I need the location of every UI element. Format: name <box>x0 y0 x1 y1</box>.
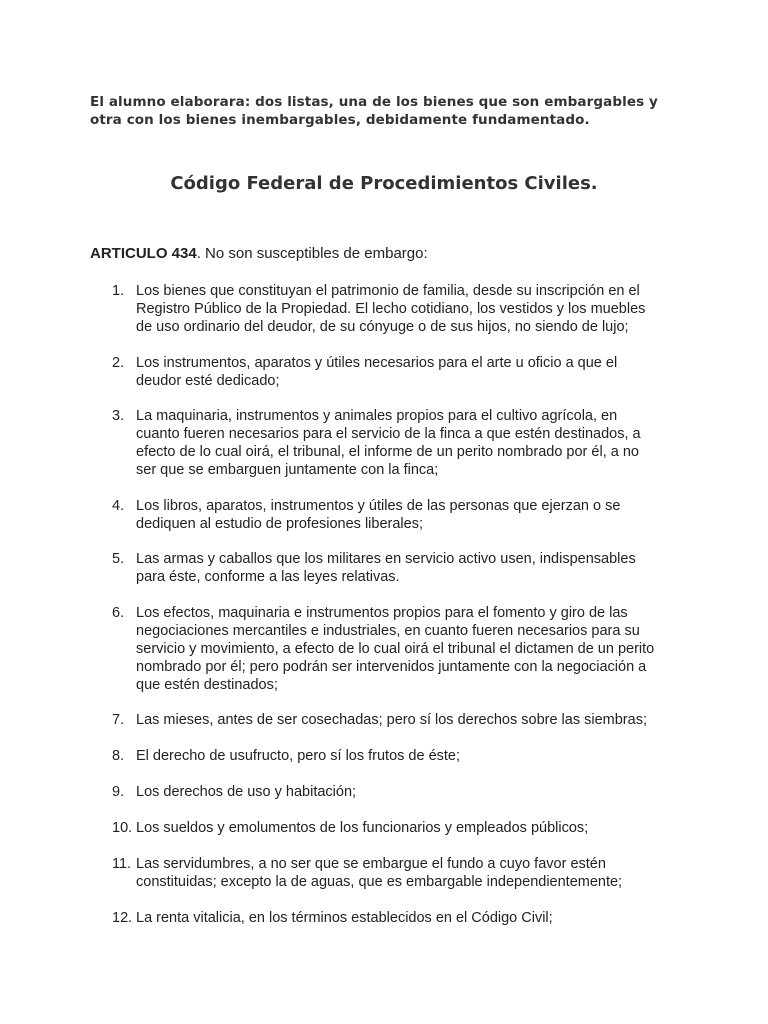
list-item <box>112 909 692 927</box>
list-item-text <box>136 909 692 927</box>
list-item-number: 8. <box>112 748 125 764</box>
list-item-line: constituidas; excepto la de aguas, que es embargable independientemente; <box>136 874 623 890</box>
list-item <box>112 855 692 891</box>
instructions-line: El alumno elaborara: dos listas, una de los bienes que son embargables y <box>90 94 658 110</box>
list-item-line: de uso ordinario del deudor, de su cónyuge o de sus hijos, no siendo de lujo; <box>136 319 629 335</box>
list-item-line: Los sueldos y emolumentos de los funcionarios y empleados públicos; <box>136 820 589 836</box>
list-item-text <box>136 747 692 765</box>
list-item-line: Los libros, aparatos, instrumentos y útiles de las personas que ejerzan o se <box>136 498 621 514</box>
list-item-text <box>136 711 692 729</box>
list-item <box>112 497 692 533</box>
list-item-line: para éste, conforme a las leyes relativas. <box>136 569 400 585</box>
list-item-line: Registro Público de la Propiedad. El lecho cotidiano, los vestidos y los muebles <box>136 301 646 317</box>
list-item-line: Los instrumentos, aparatos y útiles necesarios para el arte u oficio a que el <box>136 355 618 371</box>
list-item-number: 6. <box>112 605 125 621</box>
list-item-line: servicio y movimiento, a efecto de lo cual oirá el tribunal el dictamen de un perito <box>136 641 655 657</box>
list-item-line: Los efectos, maquinaria e instrumentos propios para el fomento y giro de las <box>136 605 628 621</box>
list-item-line: cuanto fueren necesarios para el servicio de la finca a que estén destinados, a <box>136 426 641 442</box>
list-item-number: 11. <box>112 856 132 872</box>
list-item <box>112 747 692 765</box>
list-item-number: 2. <box>112 355 125 371</box>
list-item-line: Los bienes que constituyan el patrimonio de familia, desde su inscripción en el <box>136 283 640 299</box>
list-item-line: dediquen al estudio de profesiones liberales; <box>136 516 423 532</box>
list-item-text <box>136 407 692 479</box>
list-item-line: La renta vitalicia, en los términos establecidos en el Código Civil; <box>136 910 553 926</box>
list-item <box>112 783 692 801</box>
list-item-line: El derecho de usufructo, pero sí los frutos de éste; <box>136 748 461 764</box>
list-item-text <box>136 783 692 801</box>
list-item-number: 1. <box>112 283 125 299</box>
list-item-line: Las mieses, antes de ser cosechadas; pero sí los derechos sobre las siembras; <box>136 712 647 728</box>
list-item-text <box>136 354 692 390</box>
list-item-text <box>136 497 692 533</box>
article-number: ARTICULO 434 <box>90 245 197 262</box>
list-item-number: 7. <box>112 712 125 728</box>
assignment-instructions <box>90 93 690 129</box>
list-item-number: 10. <box>112 820 133 836</box>
list-item-text <box>136 819 692 837</box>
list-item <box>112 407 692 479</box>
list-item-number: 9. <box>112 784 125 800</box>
list-item <box>112 550 692 586</box>
list-item-line: Las armas y caballos que los militares en servicio activo usen, indispensables <box>136 551 636 567</box>
list-item-text <box>136 282 692 336</box>
list-item <box>112 354 692 390</box>
document-title: Código Federal de Procedimientos Civiles. <box>170 173 598 194</box>
list-item-text <box>136 604 692 694</box>
list-item-number: 3. <box>112 408 125 424</box>
list-item-line: La maquinaria, instrumentos y animales propios para el cultivo agrícola, en <box>136 408 618 424</box>
list-item <box>112 604 692 694</box>
list-item-line: efecto de lo cual oirá, el tribunal, el informe de un perito nombrado por él, a no <box>136 444 639 460</box>
list-item-line: Los derechos de uso y habitación; <box>136 784 357 800</box>
list-item-line: negociaciones mercantiles e industriales, en cuanto fueren necesarios para su <box>136 623 640 639</box>
article-heading <box>90 245 690 263</box>
list-item-line: deudor esté dedicado; <box>136 373 280 389</box>
list-item <box>112 819 692 837</box>
list-item-number: 4. <box>112 498 125 514</box>
list-item-number: 12. <box>112 910 133 926</box>
list-item-text <box>136 855 692 891</box>
list-item-line: que estén destinados; <box>136 677 278 693</box>
list-item-line: nombrado por él; pero podrán ser intervenidos juntamente con la negociación a <box>136 659 647 675</box>
list-item-number: 5. <box>112 551 125 567</box>
article-intro-text: . No son susceptibles de embargo: <box>196 245 428 262</box>
list-item-text <box>136 550 692 586</box>
list-item-line: Las servidumbres, a no ser que se embargue el fundo a cuyo favor estén <box>136 856 606 872</box>
instructions-line: otra con los bienes inembargables, debidamente fundamentado. <box>90 112 590 128</box>
list-item-line: ser que se embarguen juntamente con la finca; <box>136 462 439 478</box>
list-item <box>112 711 692 729</box>
list-item <box>112 282 692 336</box>
